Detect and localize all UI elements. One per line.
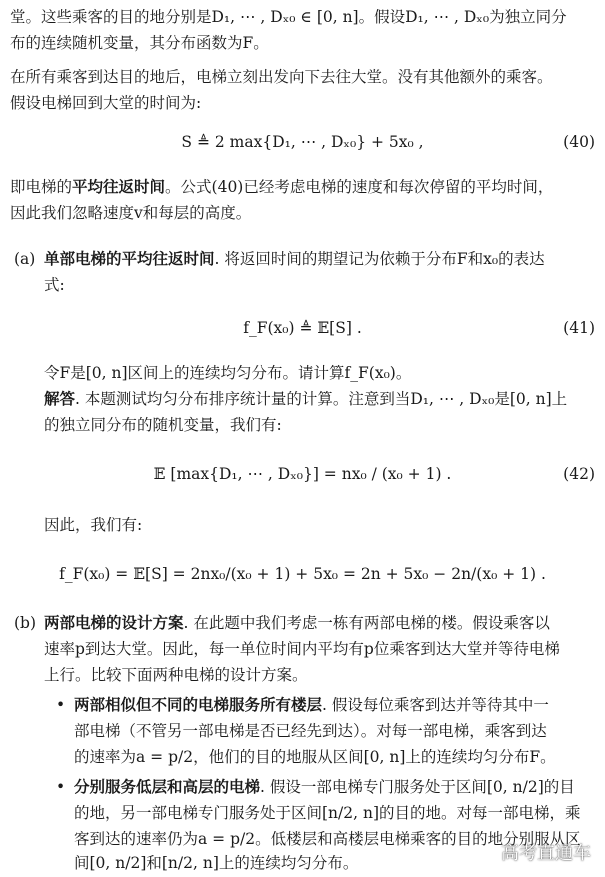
equation-body: 𝔼 [max{D₁, ⋯ , Dₓ₀}] = nx₀ / (x₀ + 1) . [153,465,452,483]
watermark: 高考直通车 [501,843,591,864]
text-line [10,176,595,198]
bold-term: 单部电梯的平均往返时间 [44,249,215,268]
equation-body: f_F(x₀) = 𝔼[S] = 2nx₀/(x₀ + 1) + 5x₀ = 2n + 5x₀ − 2n/(x₀ + 1) . [59,565,546,583]
text-line: 客到达的速率仍为a = p/2。低楼层和高楼层电梯乘客的目的地分别服从区 [74,830,581,848]
text-line: 速率p到达大堂。因此，每一单位时间内平均有p位乘客到达大堂并等待电梯 [44,640,560,658]
text-line [74,776,595,798]
bullet: • [56,778,66,796]
equation-body: S ≜ 2 max{D₁, ⋯ , Dₓ₀} + 5x₀ , [181,133,424,151]
equation-body: f_F(x₀) ≜ 𝔼[S] . [243,319,362,337]
text-line [44,248,595,270]
text-line: 部电梯（不管另一部电梯是否已经先到达）。对每一部电梯，乘客到达 [74,722,547,740]
text-line [44,388,595,410]
bold-term: 解答 [44,389,76,408]
text-line: 令F是[0, n]区间上的连续均匀分布。请计算f_F(x₀)。 [44,364,412,382]
text-span: . 本题测试均匀分布排序统计量的计算。注意到当D₁, ⋯ , Dₓ₀是[0, n]上 [75,390,568,408]
text-line [74,694,595,716]
text-span: 。公式(40)已经考虑电梯的速度和每次停留的平均时间， [165,178,554,196]
text-line: 的速率为a = p/2，他们的目的地服从区间[0, n]上的连续均匀分布F。 [74,748,556,766]
text-line: 因此，我们有: [44,516,143,534]
bold-term: 平均往返时间 [72,177,166,196]
text-line: 式: [44,276,65,294]
text-line: 间[0, n/2]和[n/2, n]上的连续均匀分布。 [74,854,359,872]
text-span: . 在此题中我们考虑一栋有两部电梯的楼。假设乘客以 [183,614,550,632]
text-line: 假设电梯回到大堂的时间为: [10,94,202,112]
bullet: • [56,696,66,714]
text-span: . 假设每位乘客到达并等待其中一 [322,696,549,714]
equation-number: (40) [563,133,595,151]
equation-number: (42) [563,465,595,483]
text-line: 布的连续随机变量，其分布函数为F。 [10,34,269,52]
text-line: 在所有乘客到达目的地后，电梯立刻出发向下去往大堂。没有其他额外的乘客。 [10,68,553,86]
text-line: 因此我们忽略速度v和每层的高度。 [10,204,252,222]
text-span: 即电梯的 [10,178,73,196]
bold-term: 两部电梯的设计方案 [44,613,184,632]
item-label-b: (b) [14,614,37,632]
text-line [44,612,595,634]
bold-term: 分别服务低层和高层的电梯 [74,777,261,796]
bold-term: 两部相似但不同的电梯服务所有楼层 [74,695,323,714]
text-line: 的独立同分布的随机变量，我们有: [44,416,282,434]
text-span: . 将返回时间的期望记为依赖于分布F和x₀的表达 [214,250,545,268]
text-line: 的地，另一部电梯专门服务处于区间[n/2, n]的目的地。对每一部电梯，乘 [74,804,581,822]
text-span: . 假设一部电梯专门服务处于区间[0, n/2]的目 [260,778,575,796]
item-label-a: (a) [14,250,36,268]
text-line: 上行。比较下面两种电梯的设计方案。 [44,666,308,684]
equation-number: (41) [563,319,595,337]
text-line: 堂。这些乘客的目的地分别是D₁, ⋯ , Dₓ₀ ∈ [0, n]。假设D₁, ⋯ , Dₓ₀为独立同分 [10,8,567,26]
